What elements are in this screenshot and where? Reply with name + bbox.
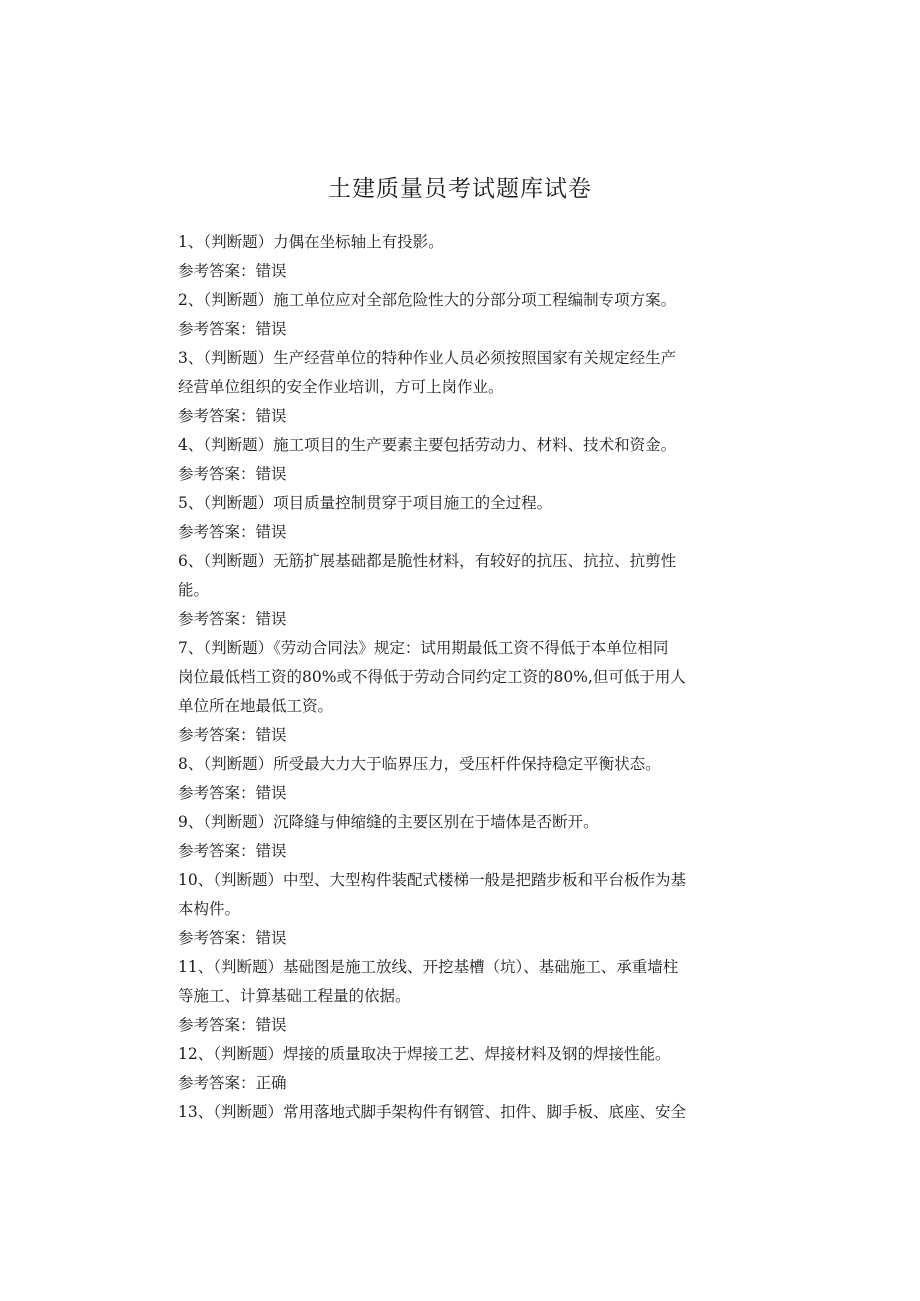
question-text: 10、（判断题）中型、大型构件装配式楼梯一般是把踏步板和平台板作为基 — [178, 871, 686, 889]
question-text: 8、（判断题）所受最大力大于临界压力，受压杆件保持稳定平衡状态。 — [178, 755, 661, 773]
question-text: 9、（判断题）沉降缝与伸缩缝的主要区别在于墙体是否断开。 — [178, 813, 599, 831]
answer-line: 参考答案：错误 — [178, 262, 287, 280]
question-text: 12、（判断题）焊接的质量取决于焊接工艺、焊接材料及钢的焊接性能。 — [178, 1045, 671, 1063]
document-title: 土建质量员考试题库试卷 — [328, 176, 592, 202]
question-list — [178, 228, 744, 1127]
answer-line: 参考答案：错误 — [178, 784, 287, 802]
question-text: 3、（判断题）生产经营单位的特种作业人员必须按照国家有关规定经生产 — [178, 349, 677, 367]
answer-line: 参考答案：错误 — [178, 320, 287, 338]
question-text: 本构件。 — [178, 900, 241, 918]
question-text: 岗位最低档工资的80%或不得低于劳动合同约定工资的80%,但可低于用人 — [178, 668, 686, 686]
answer-line: 参考答案：错误 — [178, 610, 287, 628]
answer-line: 参考答案：正确 — [178, 1074, 287, 1092]
question-text: 1、（判断题）力偶在坐标轴上有投影。 — [178, 233, 444, 251]
answer-line: 参考答案：错误 — [178, 842, 287, 860]
answer-line: 参考答案：错误 — [178, 407, 287, 425]
answer-line: 参考答案：错误 — [178, 726, 287, 744]
question-text: 4、（判断题）施工项目的生产要素主要包括劳动力、材料、技术和资金。 — [178, 436, 677, 454]
question-text: 能。 — [178, 581, 210, 599]
question-text: 6、（判断题）无筋扩展基础都是脆性材料，有较好的抗压、抗拉、抗剪性 — [178, 552, 677, 570]
question-text: 13、（判断题）常用落地式脚手架构件有钢管、扣件、脚手板、底座、安全 — [178, 1103, 686, 1121]
question-text: 单位所在地最低工资。 — [178, 697, 334, 715]
answer-line: 参考答案：错误 — [178, 1016, 287, 1034]
question-text: 11、（判断题）基础图是施工放线、开挖基槽（坑）、基础施工、承重墙柱 — [178, 958, 679, 976]
question-text: 5、（判断题）项目质量控制贯穿于项目施工的全过程。 — [178, 494, 553, 512]
answer-line: 参考答案：错误 — [178, 523, 287, 541]
answer-line: 参考答案：错误 — [178, 929, 287, 947]
question-text: 7、（判断题）《劳动合同法》规定：试用期最低工资不得低于本单位相同 — [178, 639, 669, 657]
question-text: 等施工、计算基础工程量的依据。 — [178, 987, 411, 1005]
question-text: 经营单位组织的安全作业培训，方可上岗作业。 — [178, 378, 504, 396]
answer-line: 参考答案：错误 — [178, 465, 287, 483]
question-text: 2、（判断题）施工单位应对全部危险性大的分部分项工程编制专项方案。 — [178, 291, 677, 309]
